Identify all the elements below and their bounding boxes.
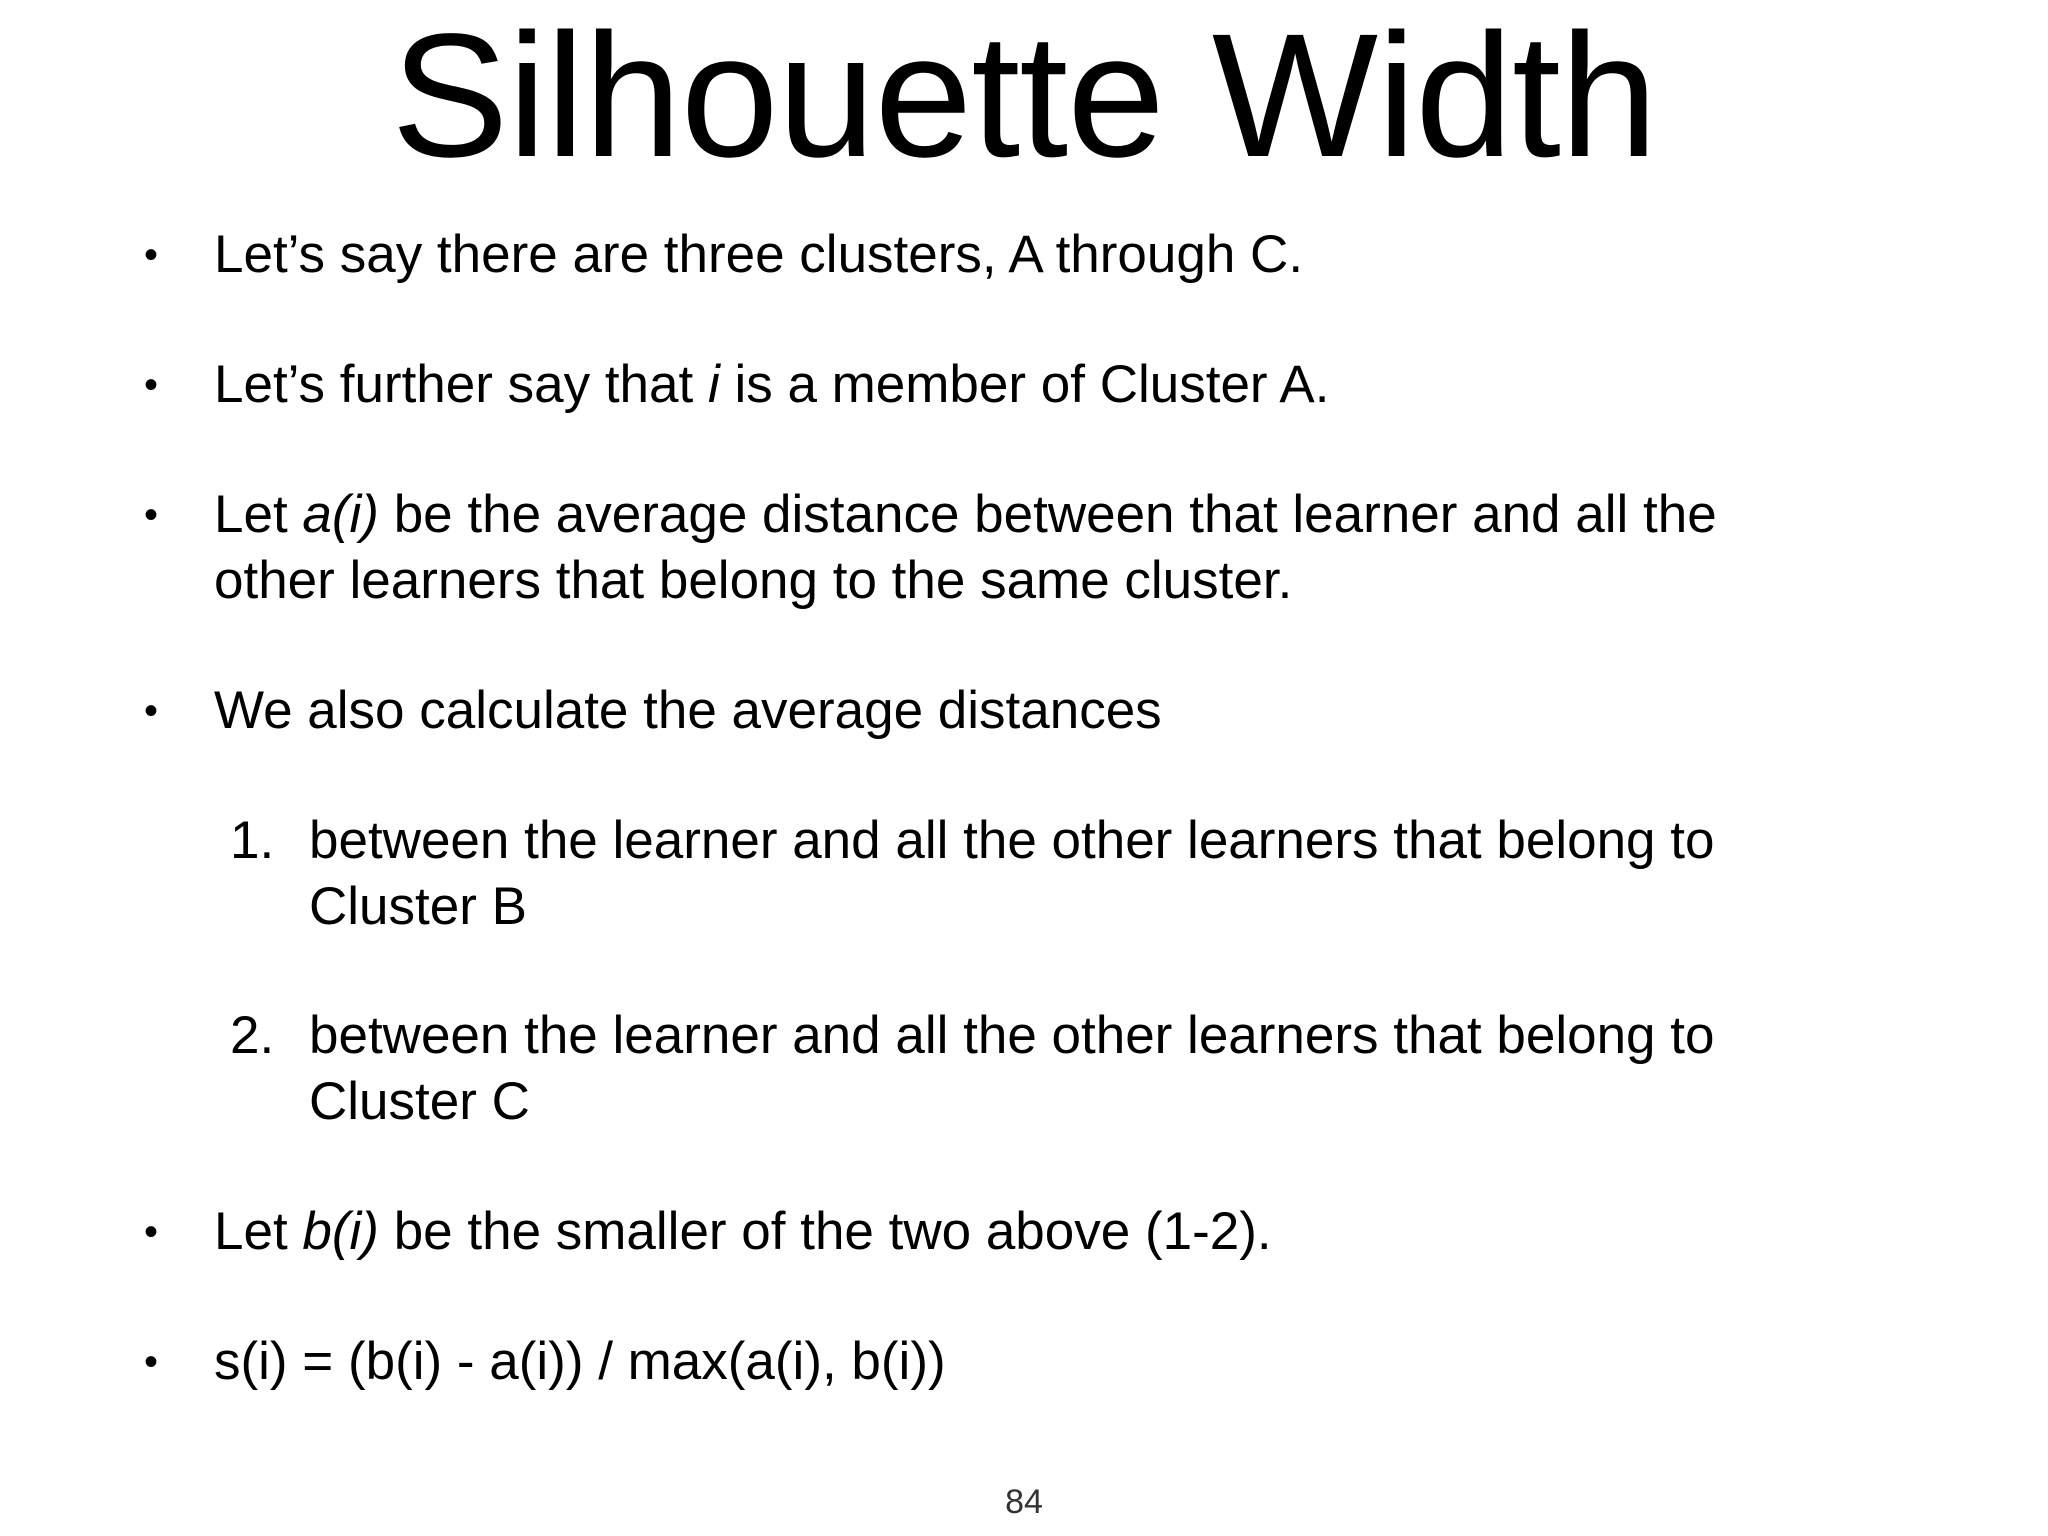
text-line: between the learner and all the other learners that belong to [309, 811, 1715, 870]
number-marker: 1. [230, 811, 275, 870]
number-marker: 2. [230, 1006, 275, 1065]
text-line: other learners that belong to the same cluster. [214, 551, 1293, 610]
bullet-dot: • [144, 233, 159, 277]
bullet-dot: • [144, 493, 159, 537]
text-segment: is a member of Cluster A. [719, 355, 1330, 414]
text-segment: Let’s further say that [214, 355, 708, 414]
text-segment: Let [214, 485, 303, 544]
bullet-text [214, 482, 1854, 614]
italic-term: i [707, 355, 720, 414]
text-segment: be the smaller of the two above (1-2). [378, 1202, 1272, 1261]
text-segment: Let [214, 1202, 303, 1261]
bullet-text: Let’s say there are three clusters, A through C. [214, 225, 1304, 284]
text-line: Cluster B [309, 877, 527, 936]
numbered-text [309, 1003, 1869, 1135]
text-line: Cluster C [309, 1072, 530, 1131]
bullet-text: We also calculate the average distances [214, 681, 1162, 740]
slide-title: Silhouette Width [391, 0, 1657, 194]
bullet-dot: • [144, 363, 159, 407]
bullet-text [214, 1199, 1854, 1265]
text-segment: be the average distance between that learner and all the [378, 485, 1717, 544]
text-line [214, 482, 1854, 548]
bullet-dot: • [144, 1210, 159, 1254]
text-line: between the learner and all the other learners that belong to [309, 1006, 1715, 1065]
italic-term: a(i) [302, 485, 379, 544]
bullet-dot: • [144, 689, 159, 733]
page-number: 84 [1005, 1483, 1043, 1521]
numbered-text [309, 808, 1869, 940]
bullet-text [214, 352, 1854, 418]
italic-term: b(i) [302, 1202, 379, 1261]
bullet-dot: • [144, 1340, 159, 1384]
formula-text: s(i) = (b(i) - a(i)) / max(a(i), b(i)) [214, 1332, 946, 1391]
